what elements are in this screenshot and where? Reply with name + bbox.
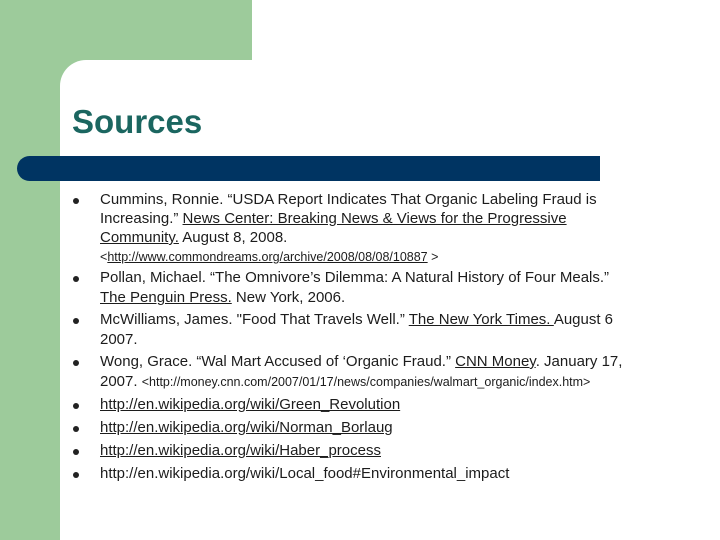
ref-link[interactable]: The New York Times. xyxy=(408,311,554,328)
bullet-icon xyxy=(73,472,79,478)
ref-4-line: 2007. <http://money.cnn.com/2007/01/17/news/companies/walmart_organic/index.htm> xyxy=(100,373,591,390)
ref-1-line: Community. August 8, 2008. xyxy=(100,229,288,246)
bullet-icon xyxy=(73,318,79,324)
bullet-icon xyxy=(73,449,79,455)
bullet-icon xyxy=(73,426,79,432)
ref-1-url: <http://www.commondreams.org/archive/2008/08/08/10887 > xyxy=(100,250,439,264)
wiki-link[interactable]: http://en.wikipedia.org/wiki/Norman_Borlaug xyxy=(100,419,393,436)
background-white-top xyxy=(252,0,720,60)
ref-3-line: McWilliams, James. "Food That Travels Well.” The New York Times. August 6 xyxy=(100,311,614,328)
ref-2-line: Pollan, Michael. “The Omnivore’s Dilemma: A Natural History of Four Meals.” xyxy=(100,269,610,286)
ref-1-line: Increasing.” News Center: Breaking News & Views for the Progressive xyxy=(100,210,567,227)
bullet-icon xyxy=(73,276,79,282)
ref-link[interactable]: News Center: Breaking News & Views for the Progressive xyxy=(182,210,567,227)
wiki-link[interactable]: http://en.wikipedia.org/wiki/Local_food#Environmental_impact xyxy=(100,465,510,482)
bullet-icon xyxy=(73,403,79,409)
slide-title: Sources xyxy=(72,103,203,140)
ref-4-line: Wong, Grace. “Wal Mart Accused of ‘Organic Fraud.” CNN Money. January 17, xyxy=(100,353,623,370)
ref-link[interactable]: The Penguin Press. xyxy=(100,289,232,306)
wiki-link[interactable]: http://en.wikipedia.org/wiki/Green_Revolution xyxy=(100,396,401,413)
bullet-icon xyxy=(73,360,79,366)
ref-1-line: Cummins, Ronnie. “USDA Report Indicates That Organic Labeling Fraud is xyxy=(100,191,597,208)
title-divider-bar xyxy=(17,156,600,181)
ref-2-line: The Penguin Press. New York, 2006. xyxy=(100,289,346,306)
ref-link[interactable]: CNN Money xyxy=(455,353,536,370)
ref-3-line: 2007. xyxy=(100,331,138,348)
bullet-icon xyxy=(73,198,79,204)
wiki-link[interactable]: http://en.wikipedia.org/wiki/Haber_process xyxy=(100,442,381,459)
ref-link[interactable]: http://www.commondreams.org/archive/2008/08/08/10887 xyxy=(107,250,428,264)
ref-link[interactable]: Community. xyxy=(100,229,179,246)
